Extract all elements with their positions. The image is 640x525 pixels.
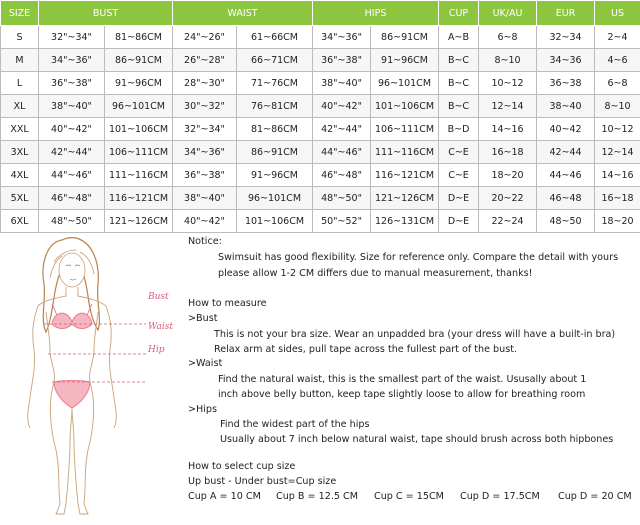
hips-line-2: Usually about 7 inch below natural waist, tape should brush across both hipbones (220, 432, 613, 447)
hips-line-1: Find the widest part of the hips (220, 417, 369, 432)
size-table-body (1, 26, 640, 233)
body-figure-drawing (0, 232, 185, 521)
cell-eur: 34~36 (537, 49, 595, 72)
cell-us: 16~18 (595, 187, 640, 210)
cell-eur: 42~44 (537, 141, 595, 164)
notes-panel (188, 234, 638, 521)
face-outline (59, 253, 85, 287)
cell-hips-cm: 121~126CM (371, 187, 439, 210)
cell-eur: 36~38 (537, 72, 595, 95)
cell-waist-in: 32"~34" (173, 118, 237, 141)
table-row (1, 26, 640, 49)
neck-shoulders (38, 287, 106, 306)
cell-waist-cm: 86~91CM (237, 141, 313, 164)
cell-uk: 20~22 (479, 187, 537, 210)
cell-bust-in: 36"~38" (39, 72, 105, 95)
cell-waist-cm: 91~96CM (237, 164, 313, 187)
cell-us: 8~10 (595, 95, 640, 118)
hips-title: >Hips (188, 402, 217, 417)
cell-size: 4XL (1, 164, 39, 187)
cell-uk: 18~20 (479, 164, 537, 187)
cell-eur: 48~50 (537, 210, 595, 233)
table-row (1, 95, 640, 118)
cell-bust-in: 32"~34" (39, 26, 105, 49)
cell-size: M (1, 49, 39, 72)
cell-waist-cm: 81~86CM (237, 118, 313, 141)
cell-bust-in: 38"~40" (39, 95, 105, 118)
cell-waist-cm: 61~66CM (237, 26, 313, 49)
cell-hips-in: 48"~50" (313, 187, 371, 210)
cell-hips-cm: 96~101CM (371, 72, 439, 95)
notice-line-2: please allow 1-2 CM differs due to manual measurement, thanks! (218, 266, 532, 281)
cell-hips-in: 44"~46" (313, 141, 371, 164)
cell-us: 10~12 (595, 118, 640, 141)
cell-size: L (1, 72, 39, 95)
cell-hips-cm: 111~116CM (371, 141, 439, 164)
cell-waist-cm: 76~81CM (237, 95, 313, 118)
cell-hips-in: 34"~36" (313, 26, 371, 49)
cell-us: 12~14 (595, 141, 640, 164)
table-row (1, 118, 640, 141)
cell-hips-in: 46"~48" (313, 164, 371, 187)
cell-bust-cm: 106~111CM (105, 141, 173, 164)
cell-bust-in: 46"~48" (39, 187, 105, 210)
table-row (1, 141, 640, 164)
cell-hips-in: 40"~42" (313, 95, 371, 118)
cell-waist-in: 28"~30" (173, 72, 237, 95)
cell-cup: B~C (439, 72, 479, 95)
hip-label: Hip (148, 345, 165, 355)
cell-eur: 40~42 (537, 118, 595, 141)
header-cup: CUP (439, 1, 479, 26)
cell-waist-in: 34"~36" (173, 141, 237, 164)
cell-us: 18~20 (595, 210, 640, 233)
cup-title: How to select cup size (188, 459, 295, 474)
cup-c: Cup C = 15CM (374, 489, 444, 504)
cell-eur: 44~46 (537, 164, 595, 187)
bust-label: Bust (148, 292, 169, 302)
cell-hips-cm: 101~106CM (371, 95, 439, 118)
cell-hips-in: 38"~40" (313, 72, 371, 95)
bust-title: >Bust (188, 311, 217, 326)
cell-cup: C~E (439, 164, 479, 187)
cell-waist-in: 38"~40" (173, 187, 237, 210)
header-eur: EUR (537, 1, 595, 26)
cell-bust-cm: 116~121CM (105, 187, 173, 210)
cell-cup: B~D (439, 118, 479, 141)
cell-bust-cm: 91~96CM (105, 72, 173, 95)
cell-waist-in: 36"~38" (173, 164, 237, 187)
cell-uk: 10~12 (479, 72, 537, 95)
body-figure (0, 232, 185, 521)
cell-waist-cm: 101~106CM (237, 210, 313, 233)
cell-cup: B~C (439, 95, 479, 118)
cell-waist-cm: 66~71CM (237, 49, 313, 72)
cell-size: 3XL (1, 141, 39, 164)
header-hips: HIPS (313, 1, 439, 26)
waist-label: Waist (148, 322, 173, 332)
bikini-bottom (54, 381, 90, 409)
cell-hips-cm: 116~121CM (371, 164, 439, 187)
cell-uk: 6~8 (479, 26, 537, 49)
header-bust: BUST (39, 1, 173, 26)
cell-waist-in: 30"~32" (173, 95, 237, 118)
cell-eur: 46~48 (537, 187, 595, 210)
cell-bust-in: 42"~44" (39, 141, 105, 164)
cell-waist-in: 26"~28" (173, 49, 237, 72)
cell-waist-in: 24"~26" (173, 26, 237, 49)
cell-bust-in: 44"~46" (39, 164, 105, 187)
cell-hips-in: 42"~44" (313, 118, 371, 141)
cell-bust-in: 48"~50" (39, 210, 105, 233)
cell-us: 2~4 (595, 26, 640, 49)
cell-uk: 16~18 (479, 141, 537, 164)
cell-cup: A~B (439, 26, 479, 49)
cell-cup: B~C (439, 49, 479, 72)
cell-size: XL (1, 95, 39, 118)
cell-bust-cm: 86~91CM (105, 49, 173, 72)
cell-uk: 22~24 (479, 210, 537, 233)
cell-cup: D~E (439, 187, 479, 210)
cup-formula: Up bust - Under bust=Cup size (188, 474, 336, 489)
cell-hips-cm: 106~111CM (371, 118, 439, 141)
table-row (1, 210, 640, 233)
table-row (1, 187, 640, 210)
cell-uk: 12~14 (479, 95, 537, 118)
cell-us: 6~8 (595, 72, 640, 95)
cup-a: Cup A = 10 CM (188, 489, 261, 504)
cell-us: 14~16 (595, 164, 640, 187)
cell-waist-in: 40"~42" (173, 210, 237, 233)
cell-cup: D~E (439, 210, 479, 233)
waist-line-1: Find the natural waist, this is the smallest part of the waist. Ususally about 1 (218, 372, 586, 387)
cell-bust-cm: 121~126CM (105, 210, 173, 233)
cup-d: Cup D = 17.5CM (460, 489, 540, 504)
left-arm (28, 306, 38, 428)
cell-eur: 38~40 (537, 95, 595, 118)
cell-bust-in: 40"~42" (39, 118, 105, 141)
table-row (1, 72, 640, 95)
size-table (0, 0, 640, 233)
cell-uk: 14~16 (479, 118, 537, 141)
cell-size: 6XL (1, 210, 39, 233)
cup-e: Cup D = 20 CM (558, 489, 632, 504)
cell-hips-cm: 126~131CM (371, 210, 439, 233)
table-header-row (1, 1, 640, 26)
cell-hips-in: 36"~38" (313, 49, 371, 72)
header-size: SIZE (1, 1, 39, 26)
bikini-top (52, 313, 92, 328)
notice-line-1: Swimsuit has good flexibility. Size for reference only. Compare the detail with yours (218, 250, 618, 265)
cell-hips-cm: 91~96CM (371, 49, 439, 72)
cell-size: S (1, 26, 39, 49)
cup-size-list (188, 489, 638, 505)
waist-title: >Waist (188, 356, 222, 371)
table-row (1, 164, 640, 187)
cell-waist-cm: 71~76CM (237, 72, 313, 95)
cell-us: 4~6 (595, 49, 640, 72)
cell-hips-in: 50"~52" (313, 210, 371, 233)
table-row (1, 49, 640, 72)
cell-eur: 32~34 (537, 26, 595, 49)
cell-size: XXL (1, 118, 39, 141)
cell-size: 5XL (1, 187, 39, 210)
header-uk-au: UK/AU (479, 1, 537, 26)
bust-line-1: This is not your bra size. Wear an unpadded bra (your dress will have a built-in bra) (214, 327, 615, 342)
cup-b: Cup B = 12.5 CM (276, 489, 358, 504)
cell-waist-cm: 96~101CM (237, 187, 313, 210)
header-waist: WAIST (173, 1, 313, 26)
bust-line-2: Relax arm at sides, pull tape across the fullest part of the bust. (214, 342, 517, 357)
notice-title: Notice: (188, 234, 222, 249)
cell-uk: 8~10 (479, 49, 537, 72)
cell-cup: C~E (439, 141, 479, 164)
cell-bust-in: 34"~36" (39, 49, 105, 72)
measure-title: How to measure (188, 296, 267, 311)
cell-bust-cm: 96~101CM (105, 95, 173, 118)
cell-bust-cm: 101~106CM (105, 118, 173, 141)
cell-hips-cm: 86~91CM (371, 26, 439, 49)
cell-bust-cm: 81~86CM (105, 26, 173, 49)
cell-bust-cm: 111~116CM (105, 164, 173, 187)
waist-line-2: inch above belly button, keep tape slightly loose to allow for breathing room (218, 387, 585, 402)
header-us: US (595, 1, 640, 26)
